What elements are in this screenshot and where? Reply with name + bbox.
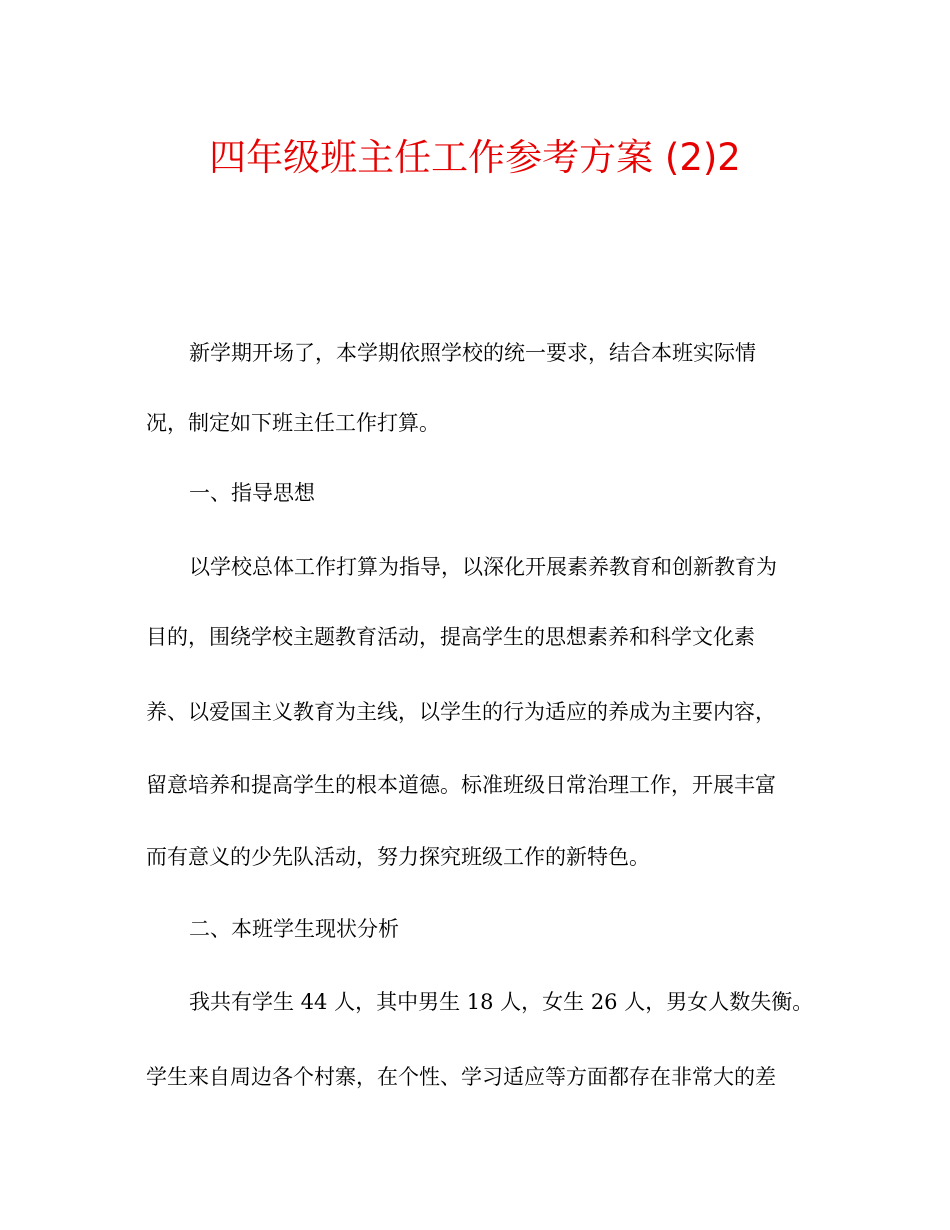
document-title: 四年级班主任工作参考方案 (2)2 [209,136,741,179]
section-heading: 二、本班学生现状分析 [189,917,399,941]
paragraph-line: 养、以爱国主义教育为主线，以学生的行为适应的养成为主要内容， [146,700,776,724]
paragraph-line: 留意培养和提高学生的根本道德。标准班级日常治理工作，开展丰富 [146,773,776,797]
paragraph-line: 我共有学生 44 人，其中男生 18 人，女生 26 人，男女人数失衡。 [189,990,814,1014]
paragraph-line: 而有意义的少先队活动，努力探究班级工作的新特色。 [146,845,650,869]
paragraph-line: 新学期开场了，本学期依照学校的统一要求，结合本班实际情 [189,341,756,365]
paragraph-line: 目的，围绕学校主题教育活动，提高学生的思想素养和科学文化素 [146,625,755,649]
paragraph-line: 以学校总体工作打算为指导，以深化开展素养教育和创新教育为 [189,555,777,579]
paragraph-line: 况，制定如下班主任工作打算。 [146,411,440,435]
section-heading: 一、指导思想 [189,481,315,505]
paragraph-line: 学生来自周边各个村寨，在个性、学习适应等方面都存在非常大的差 [146,1065,776,1089]
